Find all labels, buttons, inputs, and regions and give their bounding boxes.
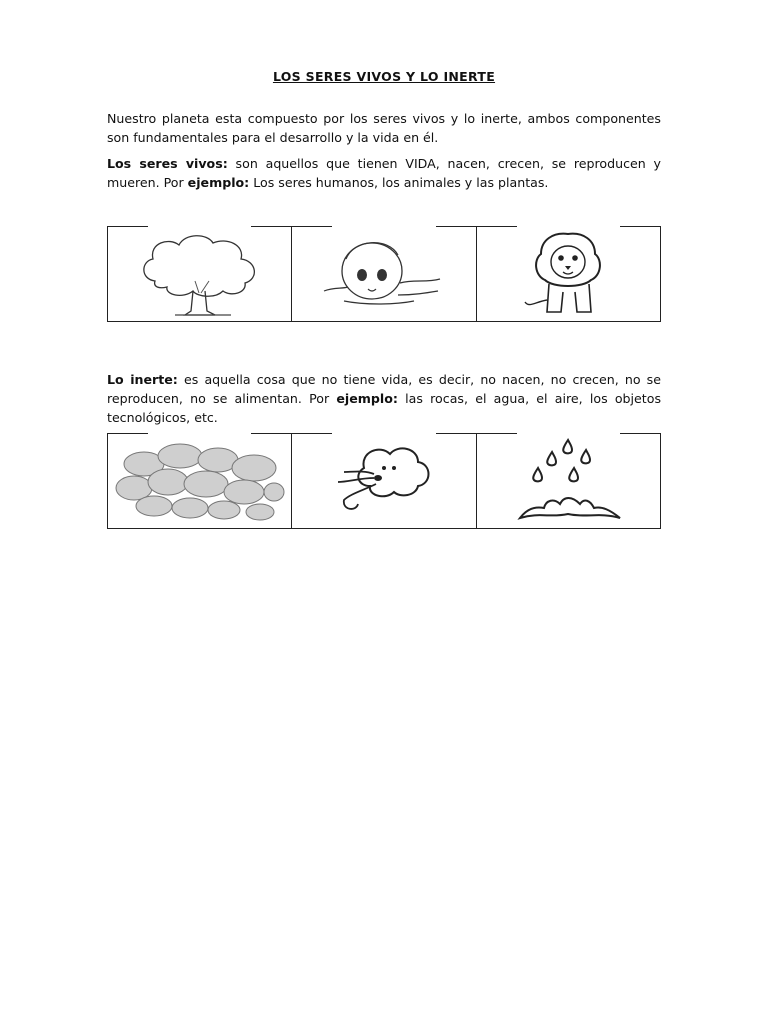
seres-vivos-example-text: Los seres humanos, los animales y las plantas. [249,175,549,190]
seres-vivos-paragraph [107,154,661,192]
lo-inerte-label: Lo inerte: [107,372,178,387]
lo-inerte-example-label: ejemplo: [336,391,398,406]
seres-vivos-label: Los seres vivos: [107,156,228,171]
water-drops-drawing [490,436,646,526]
image-cell [476,433,661,529]
tree-drawing [135,231,265,317]
wind-cloud-drawing [324,438,444,524]
image-cell [107,226,291,322]
lo-inerte-text: es aquella cosa que no tiene vida, es decir, no nacen, no crecen, no se reproducen, no se alimentan. Por [107,372,661,406]
image-cell [476,226,661,322]
image-cell [107,433,291,529]
lion-drawing [513,230,623,318]
seres-vivos-images [107,226,661,322]
seres-vivos-example-label: ejemplo: [187,175,250,190]
page-title: LOS SERES VIVOS Y LO INERTE [272,69,496,84]
lo-inerte-example-text: las rocas, el agua, el aire, los objetos tecnológicos, etc. [107,391,662,425]
image-cell [291,433,475,529]
lo-inerte-paragraph [107,370,661,427]
intro-paragraph: Nuestro planeta esta compuesto por los seres vivos y lo inerte, ambos componentes son fundamentales para el desarrollo y la vida en él. [107,111,661,145]
baby-drawing [314,231,454,317]
image-cell [291,226,475,322]
lo-inerte-images [107,433,661,529]
rocks-drawing [114,438,286,524]
seres-vivos-text: son aquellos que tienen VIDA, nacen, crecen, se reproducen y mueren. Por [107,156,661,190]
